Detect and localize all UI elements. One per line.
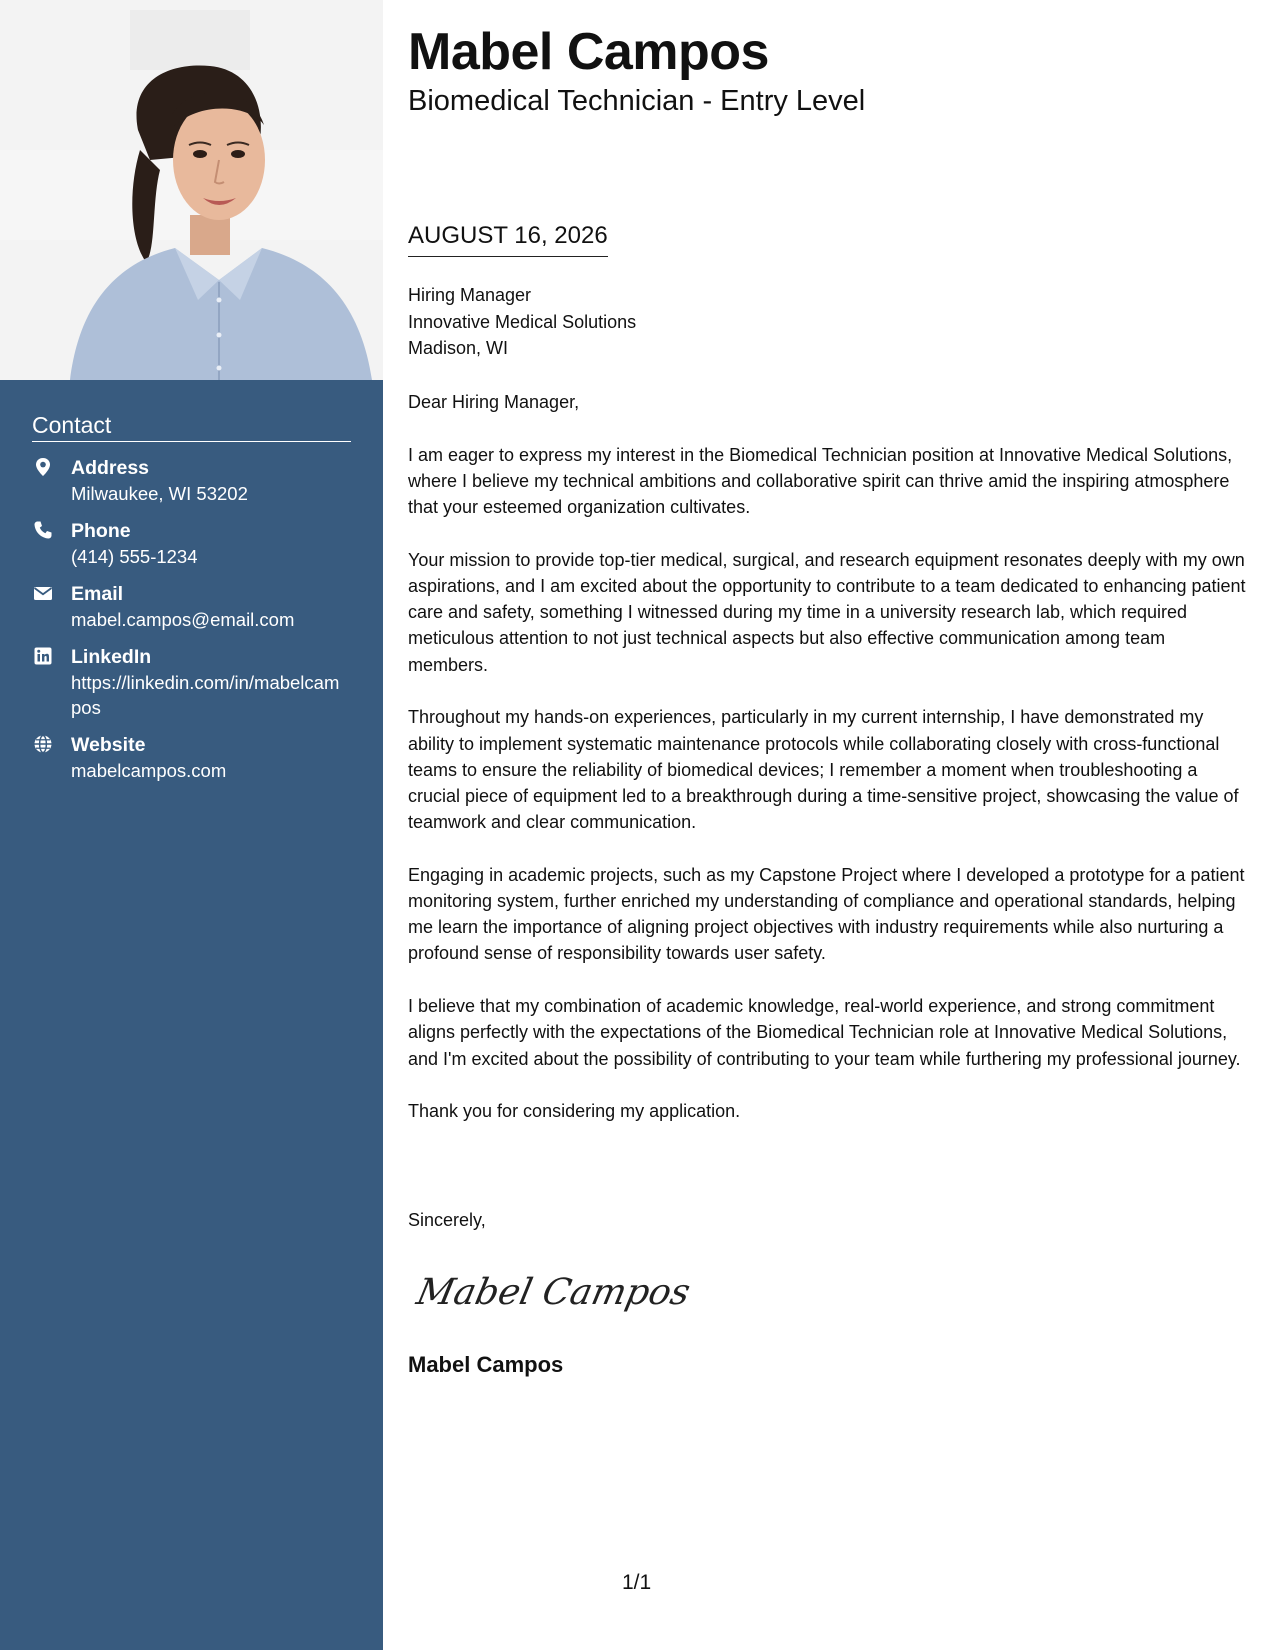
job-title: Biomedical Technician - Entry Level (408, 85, 866, 117)
linkedin-link[interactable]: https://linkedin.com/in/mabelcampos (71, 672, 340, 718)
signed-name: Mabel Campos (408, 1352, 564, 1377)
contact-item-address (32, 456, 352, 506)
contact-list (32, 456, 352, 796)
recipient-location: Madison, WI (408, 338, 509, 358)
closing: Sincerely, (408, 1210, 486, 1230)
contact-item-website (32, 733, 352, 783)
paragraph: I believe that my combination of academic knowledge, real-world experience, and strong commitment aligns perfectly with the expectations of the Biomedical Technician role at Innovative Medical Solutions, and I'm excited about the possibility of contributing to your team while furthering my professional journey. (408, 996, 1241, 1069)
phone-value[interactable]: (414) 555-1234 (71, 546, 198, 567)
paragraph: Engaging in academic projects, such as my Capstone Project where I developed a prototype for a patient monitoring system, further enriched my understanding of compliance and operational standards, helping me learn the importance of aligning project objectives with industry requirements while also nurturing a profound sense of responsibility towards user safety. (408, 864, 1245, 964)
paragraph: Thank you for considering my application. (408, 1101, 741, 1122)
paragraph: Throughout my hands-on experiences, particularly in my current internship, I have demonstrated my ability to implement systematic maintenance protocols while collaborating closely with cross-functional teams to ensure the reliability of biomedical devices; I remember a moment when troubleshooting a crucial piece of equipment led to a breakthrough during a time-sensitive project, showcasing the value of teamwork and clear communication. (408, 707, 1239, 833)
contact-heading: Contact (32, 412, 351, 442)
paragraph: Your mission to provide top-tier medical, surgical, and research equipment resonates deeply with my own aspirations, and I am excited about the opportunity to contribute to a team dedicated to enhancing patient care and safety, something I witnessed during my time in a university research lab, which required meticulous attention to not just technical aspects but also effective communication among team members. (408, 549, 1246, 675)
contact-label: Website (71, 734, 146, 756)
contact-label: Email (71, 583, 124, 605)
linkedin-icon (33, 646, 53, 666)
email-link[interactable]: mabel.campos@email.com (71, 609, 295, 630)
phone-icon (33, 520, 53, 540)
map-pin-icon (33, 457, 53, 477)
signature-text: Mabel Campos (413, 1270, 695, 1313)
contact-label: LinkedIn (71, 646, 152, 668)
signature-image (413, 1262, 695, 1322)
letter-date: AUGUST 16, 2026 (408, 222, 608, 257)
recipient-block (408, 282, 636, 362)
applicant-name: Mabel Campos (408, 23, 769, 81)
salutation: Dear Hiring Manager, (408, 392, 580, 412)
page-number: 1/1 (622, 1571, 652, 1594)
website-link[interactable]: mabelcampos.com (71, 760, 227, 781)
envelope-icon (33, 583, 53, 603)
globe-icon (33, 734, 53, 754)
address-value: Milwaukee, WI 53202 (71, 483, 248, 504)
contact-item-phone (32, 519, 352, 569)
letter-body (408, 389, 1250, 1151)
sidebar (0, 0, 383, 1650)
recipient-line: Hiring Manager (408, 285, 532, 305)
paragraph: I am eager to express my interest in the Biomedical Technician position at Innovative Medical Solutions, where I believe my technical ambitions and collaborative spirit can thrive amid the inspiring atmosphere that your esteemed organization cultivates. (408, 444, 1233, 518)
signature-svg (413, 1262, 695, 1322)
contact-item-email (32, 582, 352, 632)
contact-label: Phone (71, 520, 131, 542)
contact-item-linkedin (32, 645, 352, 720)
contact-label: Address (71, 457, 150, 479)
recipient-company: Innovative Medical Solutions (408, 311, 637, 332)
profile-photo (0, 0, 383, 380)
